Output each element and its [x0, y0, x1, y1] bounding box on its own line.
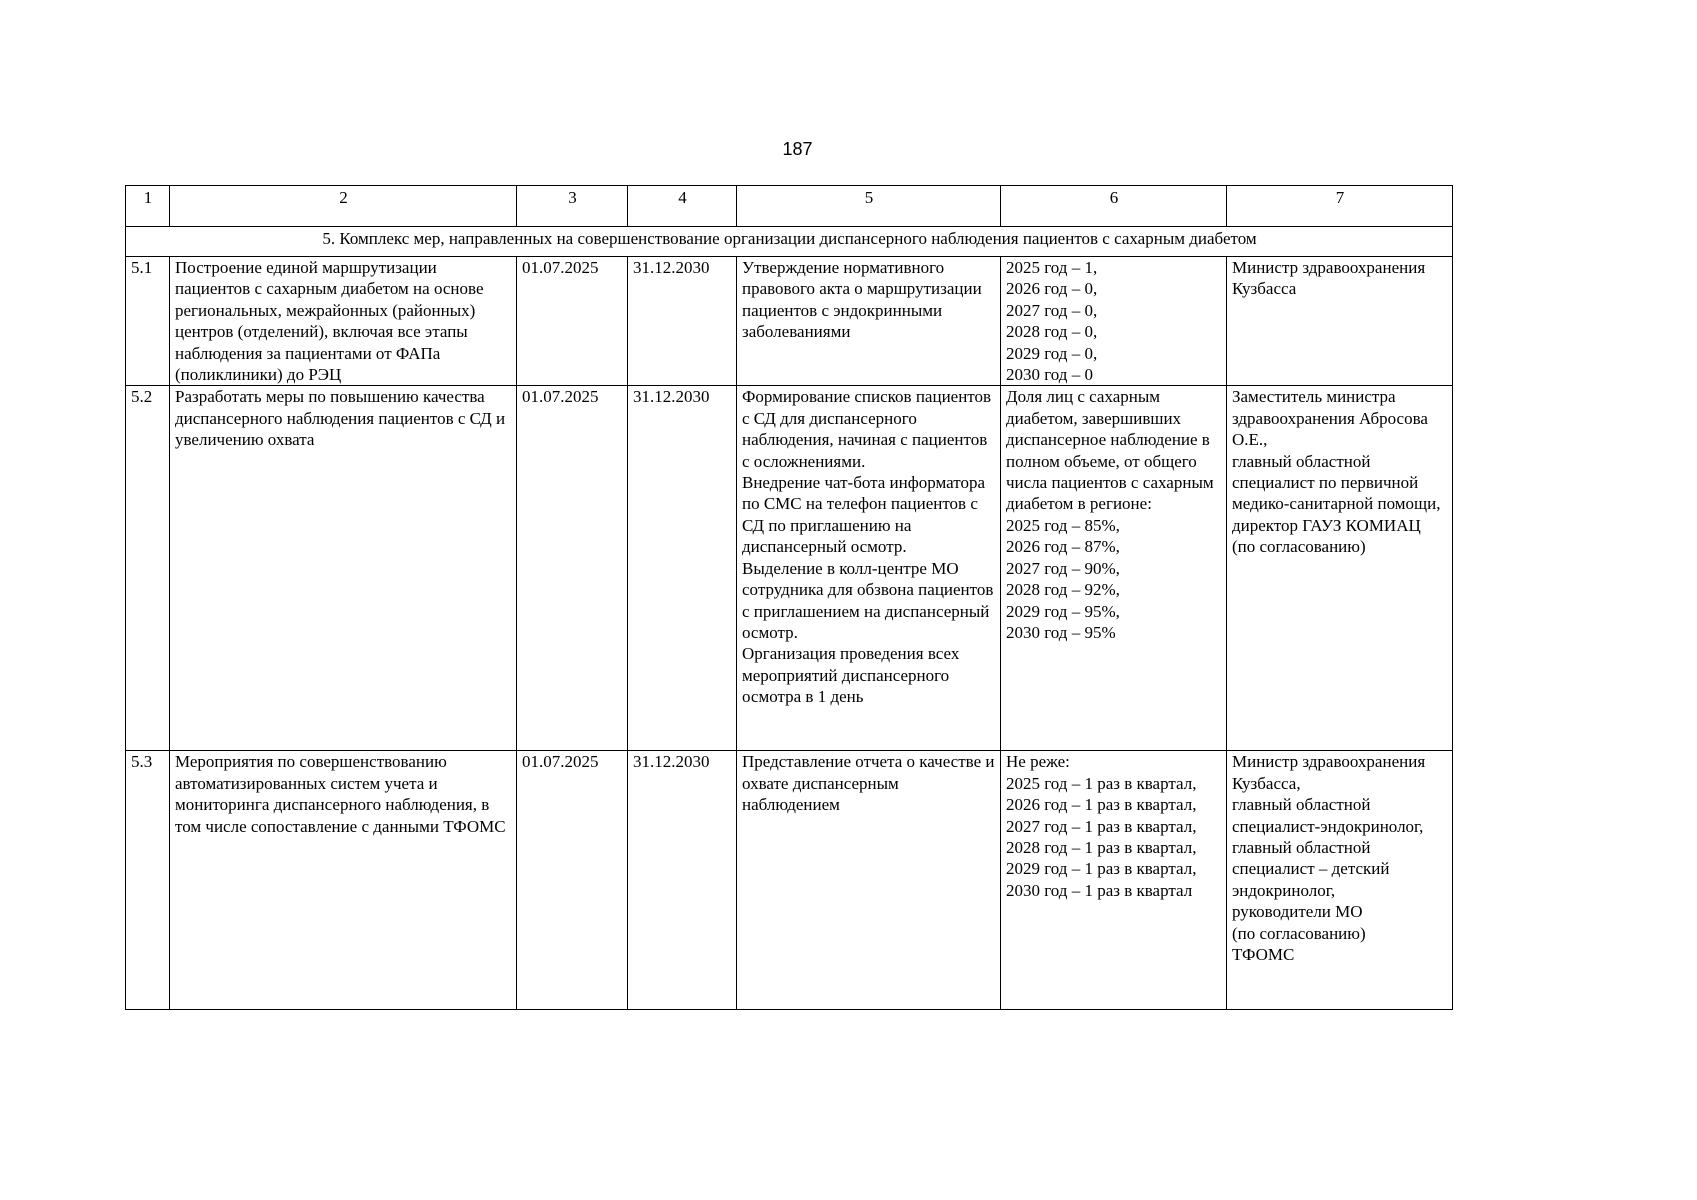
end-date-cell: 31.12.2030 [628, 386, 737, 751]
column-number-header-row [126, 186, 1453, 227]
column-header: 5 [737, 186, 1001, 227]
responsible-cell: Министр здравоохранения Кузбасса [1227, 257, 1453, 386]
indicator-cell: Не реже: 2025 год – 1 раз в квартал, 2026 год – 1 раз в квартал, 2027 год – 1 раз в квартал, 2028 год – 1 раз в квартал, 2029 год – 1 раз в квартал, 2030 год – 1 раз в квартал [1001, 751, 1227, 1010]
start-date-cell: 01.07.2025 [517, 751, 628, 1010]
measure-cell: Построение единой маршрутизации пациентов с сахарным диабетом на основе региональных, межрайонных (районных) центров (отделений), включая все этапы наблюдения за пациентами от ФАПа (поликлиники) до РЭЦ [170, 257, 517, 386]
result-cell: Формирование списков пациентов с СД для диспансерного наблюдения, начиная с пациентов с осложнениями. Внедрение чат-бота информатора по СМС на телефон пациентов с СД по приглашению на диспансерный осмотр. Выделение в колл-центре МО сотрудника для обзвона пациентов с приглашением на диспансерный осмотр. Организация проведения всех мероприятий диспансерного осмотра в 1 день [737, 386, 1001, 751]
row-number: 5.1 [126, 257, 170, 386]
page-number: 187 [782, 139, 813, 159]
measures-table [125, 185, 1453, 1010]
column-header: 7 [1227, 186, 1453, 227]
section-title: 5. Комплекс мер, направленных на совершенствование организации диспансерного наблюдения пациентов с сахарным диабетом [126, 227, 1453, 257]
row-number: 5.2 [126, 386, 170, 751]
measure-cell: Мероприятия по совершенствованию автоматизированных систем учета и мониторинга диспансерного наблюдения, в том числе сопоставление с данными ТФОМС [170, 751, 517, 1010]
section-title-row [126, 227, 1453, 257]
column-header: 1 [126, 186, 170, 227]
column-header: 4 [628, 186, 737, 227]
result-cell: Утверждение нормативного правового акта о маршрутизации пациентов с эндокринными заболеваниями [737, 257, 1001, 386]
start-date-cell: 01.07.2025 [517, 386, 628, 751]
table-row [126, 257, 1453, 386]
start-date-cell: 01.07.2025 [517, 257, 628, 386]
column-header: 2 [170, 186, 517, 227]
table-row [126, 751, 1453, 1010]
indicator-cell: Доля лиц с сахарным диабетом, завершивших диспансерное наблюдение в полном объеме, от общего числа пациентов с сахарным диабетом в регионе: 2025 год – 85%, 2026 год – 87%, 2027 год – 90%, 2028 год – 92%, 2029 год – 95%, 2030 год – 95% [1001, 386, 1227, 751]
responsible-cell: Министр здравоохранения Кузбасса, главный областной специалист-эндокринолог, главный областной специалист – детский эндокринолог, руководители МО (по согласованию) ТФОМС [1227, 751, 1453, 1010]
end-date-cell: 31.12.2030 [628, 257, 737, 386]
row-number: 5.3 [126, 751, 170, 1010]
result-cell: Представление отчета о качестве и охвате диспансерным наблюдением [737, 751, 1001, 1010]
responsible-cell: Заместитель министра здравоохранения Абросова О.Е., главный областной специалист по первичной медико-санитарной помощи, директор ГАУЗ КОМИАЦ (по согласованию) [1227, 386, 1453, 751]
column-header: 3 [517, 186, 628, 227]
measure-cell: Разработать меры по повышению качества диспансерного наблюдения пациентов с СД и увеличению охвата [170, 386, 517, 751]
column-header: 6 [1001, 186, 1227, 227]
indicator-cell: 2025 год – 1, 2026 год – 0, 2027 год – 0, 2028 год – 0, 2029 год – 0, 2030 год – 0 [1001, 257, 1227, 386]
table-row [126, 386, 1453, 751]
end-date-cell: 31.12.2030 [628, 751, 737, 1010]
